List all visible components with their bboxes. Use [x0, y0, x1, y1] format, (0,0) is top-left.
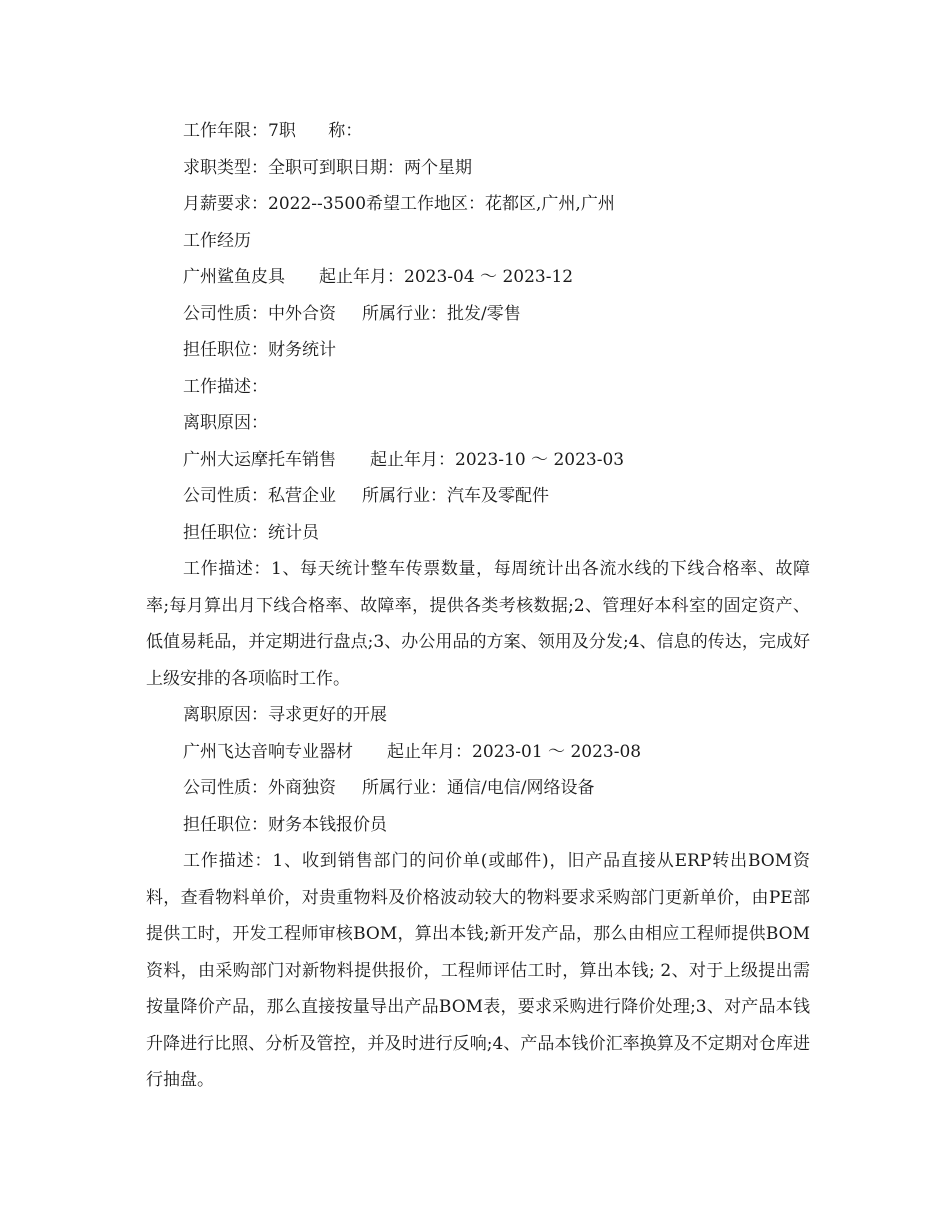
company-name: 广州鲨鱼皮具: [183, 267, 285, 287]
company-industry: 所属行业：批发/零售: [362, 303, 521, 324]
job-meta: [146, 770, 810, 807]
company-nature: 公司性质：中外合资: [183, 303, 336, 324]
company-name: 广州飞达音响专业器材: [183, 741, 353, 762]
section-title: 工作经历: [183, 230, 251, 251]
job-description: 工作描述：1、收到销售部门的问价单(或邮件)，旧产品直接从ERP转出BOM资料，查看物料单价，对贵重物料及价格波动较大的物料要求采购部门更新单价，由PE部提供工时，开发工程师审核BOM，算出本钱;新开发产品，那么由相应工程师提供BOM资料，由采购部门对新物料提供报价，工程师评估工时，算出本钱; 2、对于上级提出需按量降价产品，那么直接按量导出产品BOM表，要求采购进行降价处理;3、对产品本钱升降进行比照、分析及管控，并及时进行反响;4、产品本钱价汇率换算及不定期对仓库进行抽盘。: [146, 851, 810, 1090]
start-date-label: 可到职日期：: [302, 157, 404, 178]
salary-line: [146, 186, 810, 223]
company-name: 广州大运摩托车销售: [183, 449, 336, 470]
job-header: [146, 442, 810, 479]
resume-content: [146, 113, 810, 1099]
job-header: [146, 734, 810, 771]
job-description: 工作描述：1、每天统计整车传票数量，每周统计出各流水线的下线合格率、故障率;每月算出月下线合格率、故障率，提供各类考核数据;2、管理好本科室的固定资产、低值易耗品，并定期进行盘点;3、办公用品的方案、领用及分发;4、信息的传达，完成好上级安排的各项临时工作。: [146, 559, 810, 689]
job-meta: [146, 478, 810, 515]
job-period: 起止年月：2023-10 ～ 2023-03: [370, 449, 625, 470]
job-type-value: 全职: [268, 157, 302, 178]
job-type-label: 求职类型：: [183, 157, 268, 178]
company-industry: 所属行业：通信/电信/网络设备: [362, 778, 595, 798]
years-label: 工作年限：: [183, 121, 268, 141]
job-description: 工作描述：: [183, 376, 268, 397]
job-period: 起止年月：2023-04 ～ 2023-12: [319, 267, 574, 287]
company-industry: 所属行业：汽车及零配件: [362, 486, 549, 506]
job-position: 担任职位：统计员: [183, 522, 319, 543]
leave-reason: 离职原因：寻求更好的开展: [183, 705, 387, 725]
years-title-line: [146, 113, 810, 150]
leave-reason: 离职原因：: [183, 413, 268, 433]
location-label: 希望工作地区：: [366, 194, 486, 214]
salary-label: 月薪要求：: [183, 194, 268, 214]
company-nature: 公司性质：私营企业: [183, 486, 336, 506]
title-label: 职 称：: [278, 121, 363, 141]
job-meta: [146, 296, 810, 333]
years-value: 7: [268, 121, 279, 141]
start-date-value: 两个星期: [404, 157, 472, 178]
job-position: 担任职位：财务本钱报价员: [183, 814, 387, 835]
job-position: 担任职位：财务统计: [183, 340, 336, 360]
job-header: [146, 259, 810, 296]
location-value: 花都区,广州,广州: [485, 194, 615, 214]
job-period: 起止年月：2023-01 ～ 2023-08: [387, 741, 642, 762]
job-type-line: [146, 150, 810, 187]
salary-value: 2022--3500: [268, 194, 367, 214]
company-nature: 公司性质：外商独资: [183, 778, 336, 798]
